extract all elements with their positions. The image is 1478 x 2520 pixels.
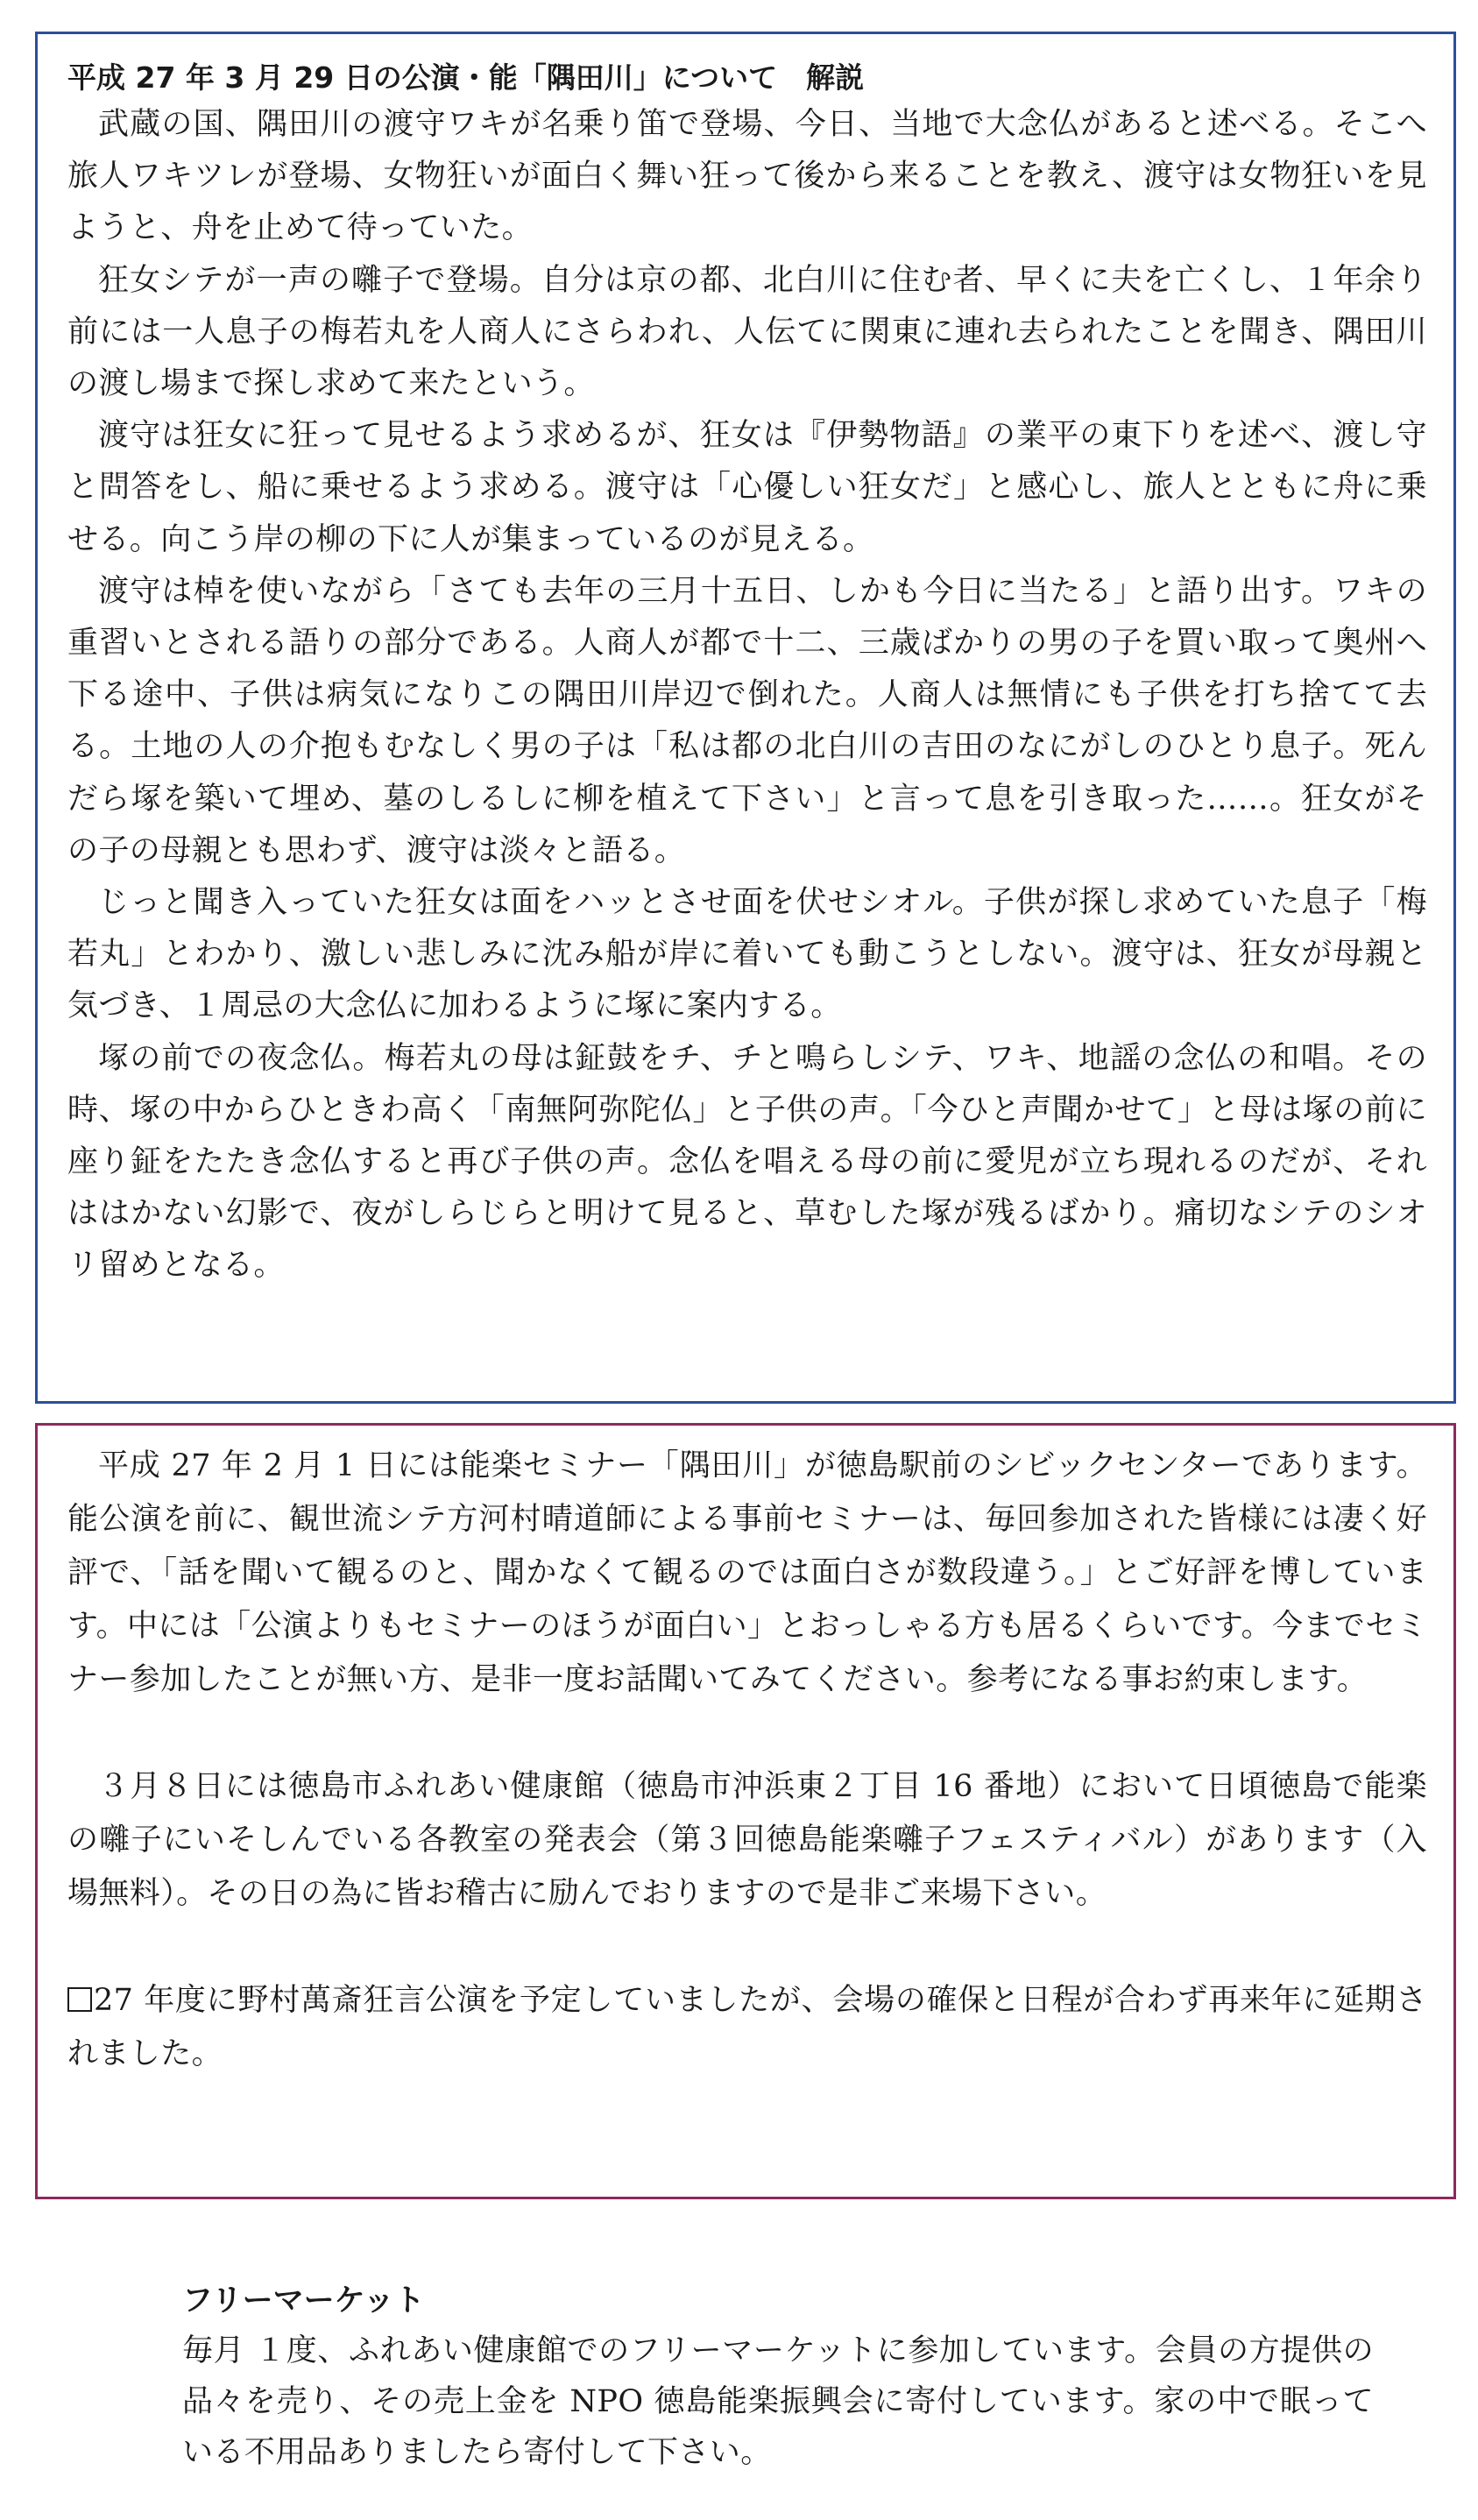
paragraph-gap <box>67 1921 1427 1974</box>
commentary-paragraph-2: 狂女シテが一声の囃子で登場。自分は京の都、北白川に住む者、早くに夫を亡くし、１年余り前には一人息子の梅若丸を人商人にさらわれ、人伝てに関東に連れ去られたことを聞き、隅田川の渡し場まで探し求めて来たという。 <box>67 262 1427 402</box>
announcements-box <box>35 1423 1456 2199</box>
commentary-paragraph-6: 塚の前での夜念仏。梅若丸の母は鉦鼓をチ、チと鳴らしシテ、ワキ、地謡の念仏の和唱。その時、塚の中からひときわ高く「南無阿弥陀仏」と子供の声。「今ひと声聞かせて」と母は塚の前に座り鉦をたたき念仏すると再び子供の声。念仏を唱える母の前に愛児が立ち現れるのだが、それははかない幻影で、夜がしらじらと明けて見ると、草むした塚が残るばかり。痛切なシテのシオリ留めとなる。 <box>67 1040 1427 1284</box>
postponement-notice <box>67 1974 1427 2081</box>
commentary-paragraph-1: 武蔵の国、隅田川の渡守ワキが名乗り笛で登場、今日、当地で大念仏があると述べる。そこへ旅人ワキツレが登場、女物狂いが面白く舞い狂って後から来ることを教え、渡守は女物狂いを見ようと、舟を止めて待っていた。 <box>67 107 1427 246</box>
free-market-title: フリーマーケット <box>182 2283 425 2318</box>
seminar-announcement: 平成 27 年 2 月 1 日には能楽セミナー「隅田川」が徳島駅前のシビックセンターであります。能公演を前に、観世流シテ方河村晴道師による事前セミナーは、毎回参加された皆様には凄く好評で、「話を聞いて観るのと、聞かなくて観るのでは面白さが数段違う。」とご好評を博しています。中には「公演よりもセミナーのほうが面白い」とおっしゃる方も居るくらいです。今までセミナー参加したことが無い方、是非一度お話聞いてみてください。参考になる事お約束します。 <box>67 1448 1428 1697</box>
commentary-paragraph-3: 渡守は狂女に狂って見せるよう求めるが、狂女は『伊勢物語』の業平の東下りを述べ、渡し守と問答をし、船に乗せるよう求める。渡守は「心優しい狂女だ」と感心し、旅人とともに舟に乗せる。向こう岸の柳の下に人が集まっているのが見える。 <box>67 418 1427 557</box>
commentary-paragraph-5: じっと聞き入っていた狂女は面をハッとさせ面を伏せシオル。子供が探し求めていた息子「梅若丸」とわかり、激しい悲しみに沈み船が岸に着いても動こうとしない。渡守は、狂女が母親と気づき、１周忌の大念仏に加わるように塚に案内する。 <box>67 885 1427 1024</box>
festival-announcement: ３月８日には徳島市ふれあい健康館（徳島市沖浜東２丁目 16 番地）において日頃徳島で能楽の囃子にいそしんでいる各教室の発表会（第３回徳島能楽囃子フェスティバル）があります（入場無料）。その日の為に皆お稽古に励んでおりますので是非ご来場下さい。 <box>67 1769 1427 1911</box>
paragraph-gap <box>67 1707 1427 1760</box>
checkbox-square-icon <box>67 1987 92 2012</box>
commentary-paragraph-4: 渡守は棹を使いながら「さても去年の三月十五日、しかも今日に当たる」と語り出す。ワキの重習いとされる語りの部分である。人商人が都で十二、三歳ばかりの男の子を買い取って奥州へ下る途中、子供は病気になりこの隅田川岸辺で倒れた。人商人は無情にも子供を打ち捨てて去る。土地の人の介抱もむなしく男の子は「私は都の北白川の吉田のなにがしのひとり息子。死んだら塚を築いて埋め、墓のしるしに柳を植えて下さい」と言って息を引き取った……。狂女がその子の母親とも思わず、渡守は淡々と語る。 <box>67 573 1427 868</box>
commentary-title: 平成 27 年 3 月 29 日の公演・能「隅田川」について 解説 <box>67 60 865 95</box>
commentary-box <box>35 32 1456 1404</box>
postponement-text: 27 年度に野村萬斎狂言公演を予定していましたが、会場の確保と日程が合わず再来年に延期されました。 <box>67 1983 1427 2071</box>
free-market-section <box>182 2276 1374 2478</box>
free-market-text: 毎月 １度、ふれあい健康館でのフリーマーケットに参加しています。会員の方提供の品々を売り、その売上金を NPO 徳島能楽振興会に寄付しています。家の中で眠っている不用品ありましたら寄付して下さい。 <box>182 2333 1374 2470</box>
